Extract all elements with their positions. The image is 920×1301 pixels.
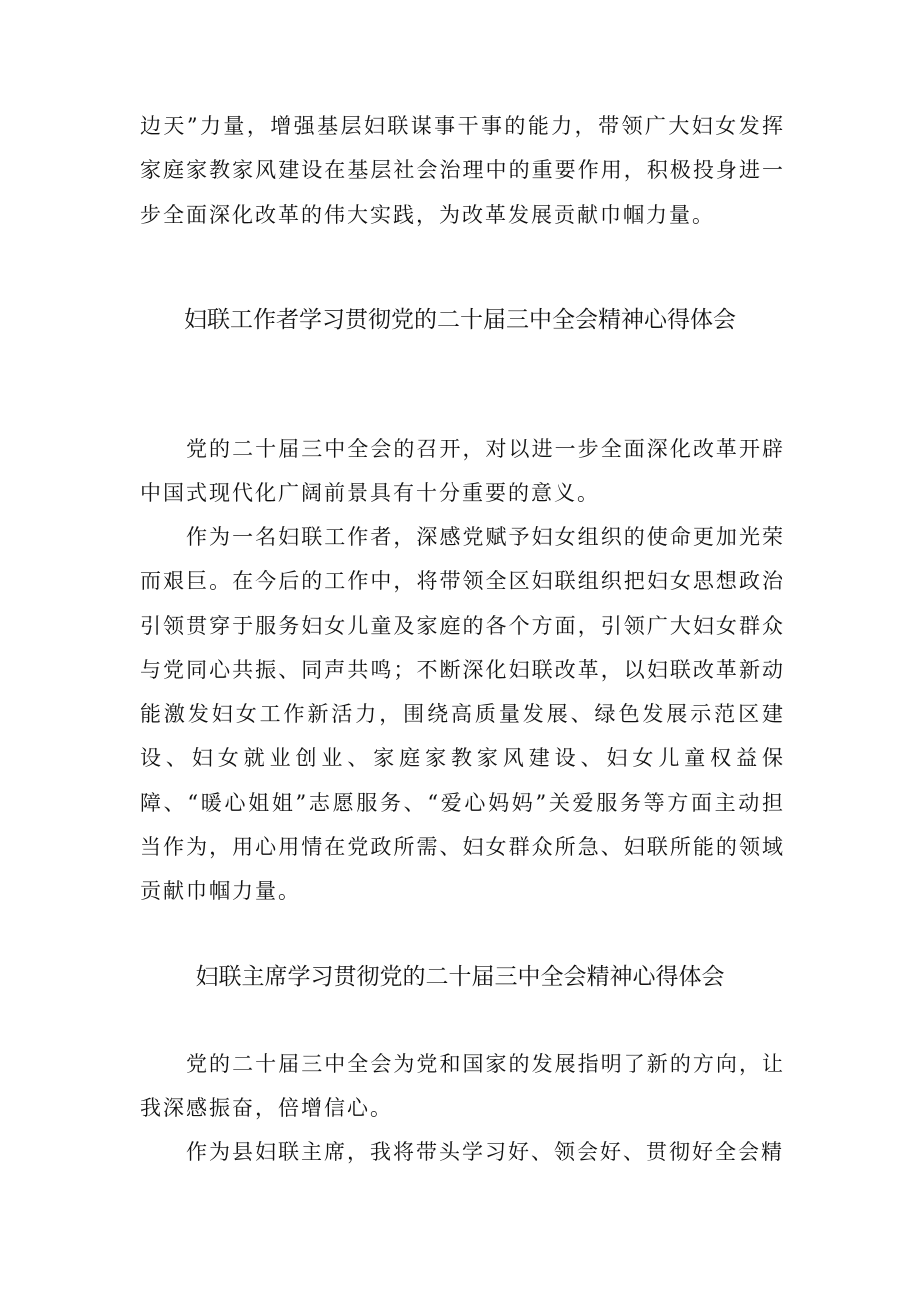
section1-paragraph-2: 作为一名妇联工作者，深感党赋予妇女组织的使命更加光荣而艰巨。在今后的工作中，将带领全区妇联组织把妇女思想政治引领贯穿于服务妇女儿童及家庭的各个方面，引领广大妇女群众与党同心共振、同声共鸣；不断深化妇联改革，以妇联改革新动能激发妇女工作新活力，围绕高质量发展、绿色发展示范区建设、妇女就业创业、家庭家教家风建设、妇女儿童权益保障、“暖心姐姐”志愿服务、“爱心妈妈”关爱服务等方面主动担当作为，用心用情在党政所需、妇女群众所急、妇联所能的领域贡献巾帼力量。 <box>140 525 785 904</box>
section2-paragraph-1: 党的二十届三中全会为党和国家的发展指明了新的方向，让我深感振奋，倍增信心。 <box>140 1052 785 1121</box>
section-title-women-federation-chair: 妇联主席学习贯彻党的二十届三中全会精神心得体会 <box>195 964 725 990</box>
section2-paragraph-2: 作为县妇联主席，我将带头学习好、领会好、贯彻好全会精 <box>186 1140 784 1164</box>
continuation-paragraph: 边天”力量，增强基层妇联谋事干事的能力，带领广大妇女发挥家庭家教家风建设在基层社会治理中的重要作用，积极投身进一步全面深化改革的伟大实践，为改革发展贡献巾帼力量。 <box>140 114 785 227</box>
section-title-women-federation-worker: 妇联工作者学习贯彻党的二十届三中全会精神心得体会 <box>184 307 736 333</box>
section1-paragraph-1: 党的二十届三中全会的召开，对以进一步全面深化改革开辟中国式现代化广阔前景具有十分重要的意义。 <box>140 437 785 506</box>
